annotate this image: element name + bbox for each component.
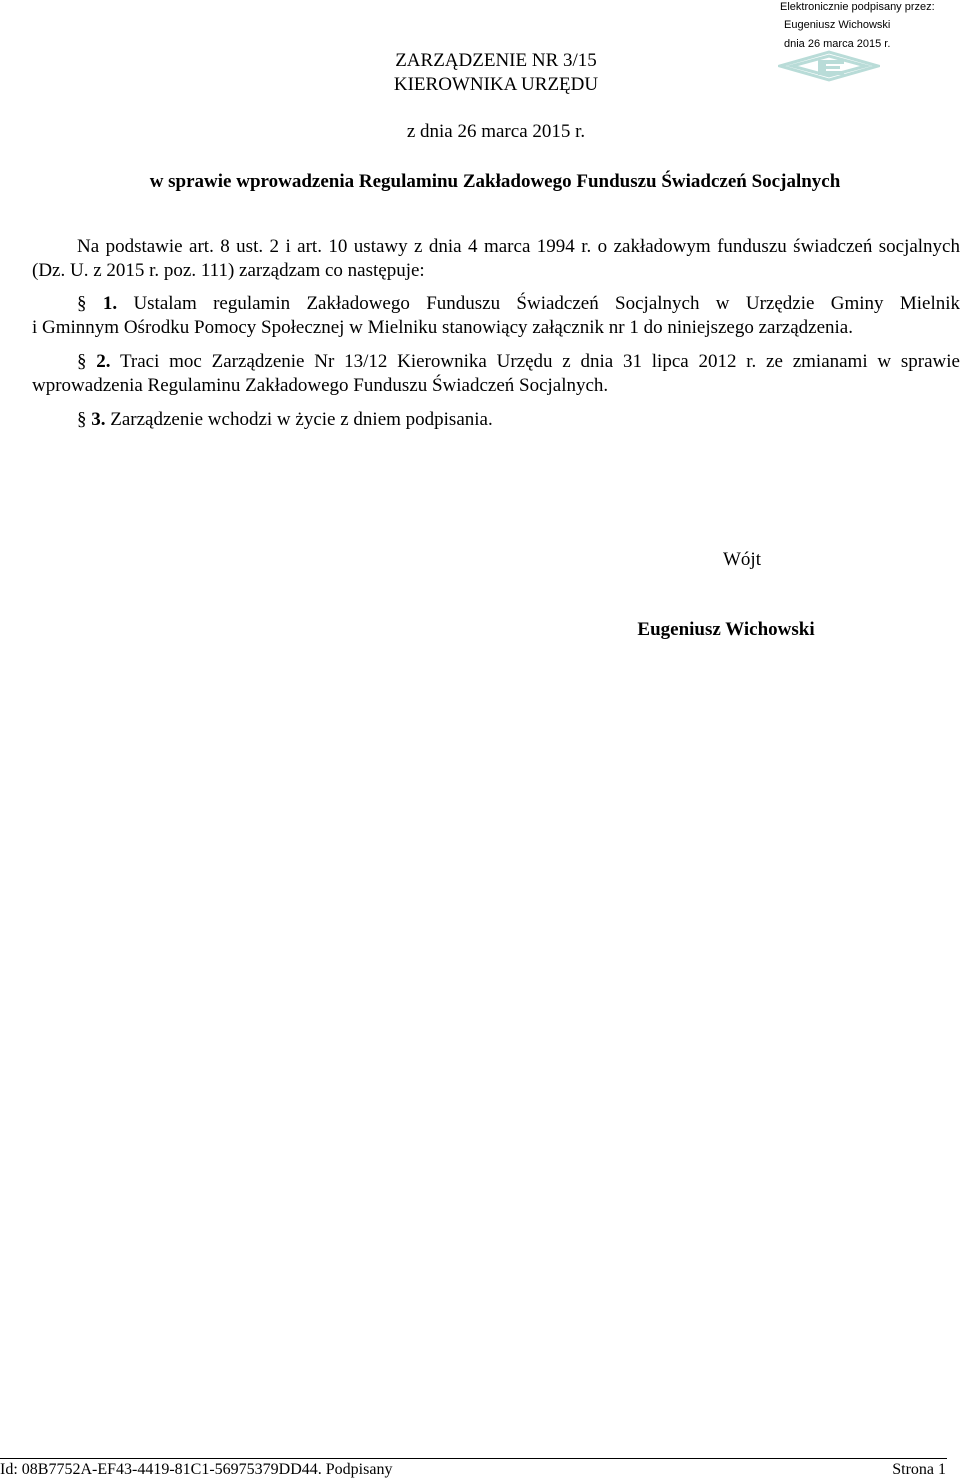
footer-page-number: Strona 1 [892, 1461, 946, 1478]
preamble-line1: Na podstawie art. 8 ust. 2 i art. 10 ustawy z dnia 4 marca 1994 r. o zakładowym funduszu świadczeń socjalnych [77, 236, 960, 257]
section-mark: § [77, 351, 87, 372]
preamble [32, 235, 960, 283]
electronic-signature-stamp [778, 0, 960, 90]
section-mark: § [77, 293, 87, 314]
section-2 [32, 350, 960, 398]
section-mark: § [77, 409, 87, 430]
section-1-text-line1: Ustalam regulamin Zakładowego Funduszu Świadczeń Socjalnych w Urzędzie Gminy Mielnik [133, 293, 960, 314]
signer-name: Eugeniusz Wichowski [637, 619, 815, 640]
section-3 [32, 408, 960, 432]
document-title-line2: KIEROWNIKA URZĘDU [393, 74, 599, 95]
section-1 [32, 292, 960, 340]
section-1-line2: i Gminnym Ośrodku Pomocy Społecznej w Mielniku stanowiący załącznik nr 1 do niniejszego zarządzenia. [32, 317, 853, 338]
section-number: 1. [102, 293, 118, 314]
signature-stamp-signer: Eugeniusz Wichowski [784, 19, 891, 31]
signer-position: Wójt [723, 549, 761, 570]
section-number: 2. [96, 351, 111, 372]
document-subject: w sprawie wprowadzenia Regulaminu Zakładowego Funduszu Świadczeń Socjalnych [149, 171, 841, 192]
section-3-line1 [32, 408, 960, 432]
document-title-line1: ZARZĄDZENIE NR 3/15 [395, 50, 597, 71]
footer-divider [0, 1458, 947, 1459]
section-3-text-line1: Zarządzenie wchodzi w życie z dniem podpisania. [110, 409, 493, 430]
signature-stamp-date: dnia 26 marca 2015 r. [784, 38, 891, 50]
section-number: 3. [91, 409, 106, 430]
document-date: z dnia 26 marca 2015 r. [406, 121, 586, 142]
preamble-line2: (Dz. U. z 2015 r. poz. 111) zarządzam co następuje: [32, 260, 425, 281]
e-signature-logo-icon [778, 48, 880, 84]
section-2-line2: wprowadzenia Regulaminu Zakładowego Funduszu Świadczeń Socjalnych. [32, 375, 609, 396]
section-2-text-line1: Traci moc Zarządzenie Nr 13/12 Kierownika Urzędu z dnia 31 lipca 2012 r. ze zmianami w sprawie [119, 351, 960, 372]
section-2-line1 [32, 350, 960, 374]
signature-stamp-label: Elektronicznie podpisany przez: [780, 1, 935, 13]
footer-document-id: Id: 08B7752A-EF43-4419-81C1-56975379DD44. Podpisany [0, 1461, 393, 1478]
section-1-line1 [32, 292, 960, 316]
